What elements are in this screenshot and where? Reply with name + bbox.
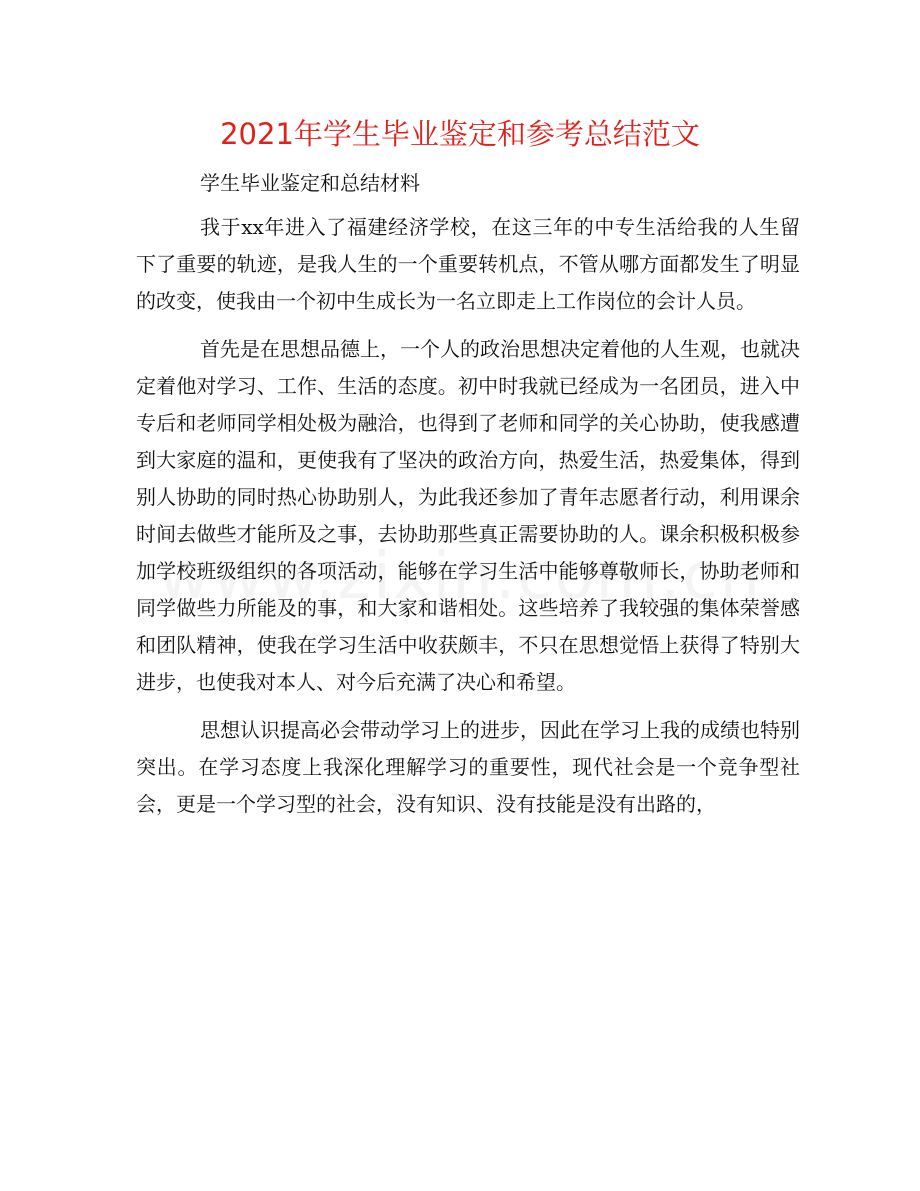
paragraph-1: 我于xx年进入了福建经济学校，在这三年的中专生活给我的人生留下了重要的轨迹，是我人生的一个重要转机点，不管从哪方面都发生了明显的改变，使我由一个初中生成长为一名立即走上工作岗位的会计人员。 — [136, 215, 800, 313]
paragraph-3: 思想认识提高必会带动学习上的进步，因此在学习上我的成绩也特别突出。在学习态度上我深化理解学习的重要性，现代社会是一个竞争型社会，更是一个学习型的社会，没有知识、没有技能是没有出路的， — [136, 718, 800, 816]
document-body — [136, 209, 800, 834]
document-subtitle: 学生毕业鉴定和总结材料 — [200, 171, 420, 195]
paragraph-2: 首先是在思想品德上，一个人的政治思想决定着他的人生观，也就决定着他对学习、工作、生活的态度。初中时我就已经成为一名团员，进入中专后和老师同学相处极为融洽，也得到了老师和同学的关心协助，使我感遭到大家庭的温和，更使我有了坚决的政治方向，热爱生活，热爱集体，得到别人协助的同时热心协助别人，为此我还参加了青年志愿者行动，利用课余时间去做些才能所及之事，去协助那些真正需要协助的人。课余积极积极参加学校班级组织的各项活动，能够在学习生活中能够尊敬师长，协助老师和同学做些力所能及的事，和大家和谐相处。这些培养了我较强的集体荣誉感和团队精神，使我在学习生活中收获颇丰，不只在思想觉悟上获得了特别大进步，也使我对本人、对今后充满了决心和希望。 — [136, 337, 800, 694]
document-title: 2021年学生毕业鉴定和参考总结范文 — [220, 117, 700, 151]
